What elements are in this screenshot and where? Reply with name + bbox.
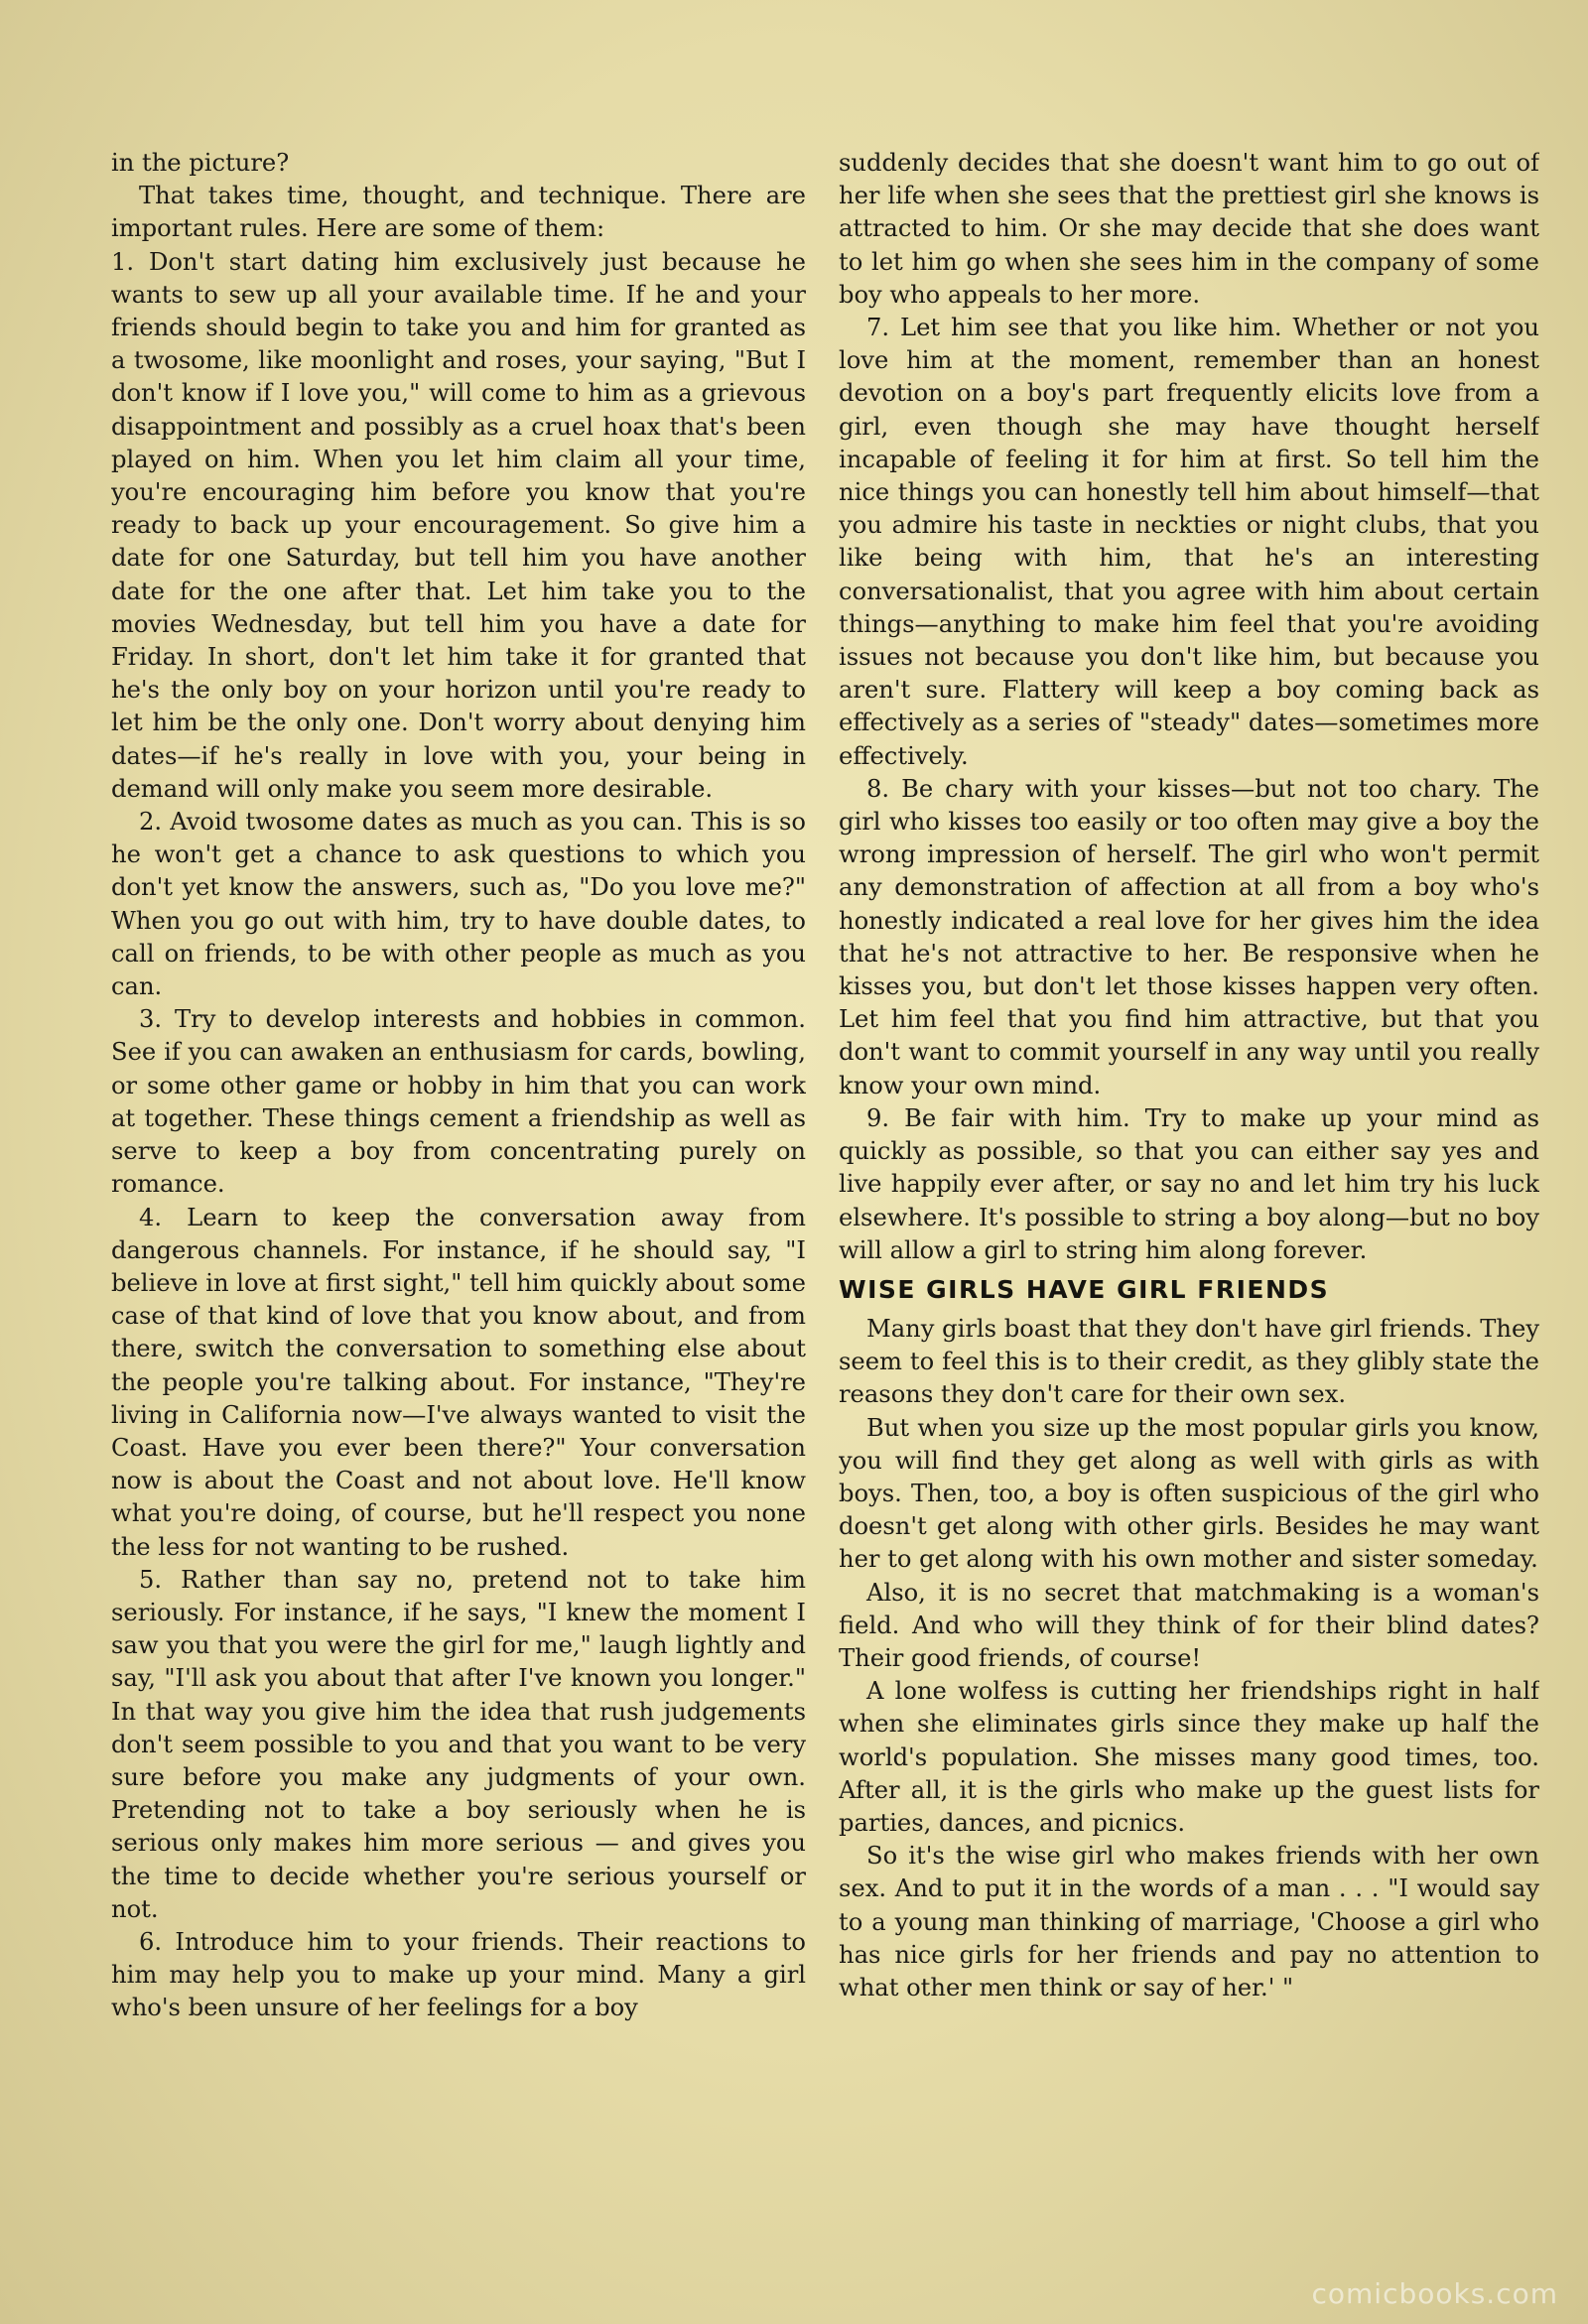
rule-8: 8. Be chary with your kisses—but not too chary. The girl who kisses too easily or too often may give a boy the wrong impression of herself. The girl who won't permit any demonstration of affection at all from a boy who's honestly indicated a real love for her gives him the idea that he's not attractive to her. Be responsive when he kisses you, but don't let those kisses happen very often. Let him feel that you find him attractive, but that you don't want to commit yourself in any way until you really know your own mind. [839,774,1539,1099]
rule-1: 1. Don't start dating him exclusively just because he wants to sew up all your available time. If he and your friends should begin to take you and him for granted as a twosome, like moonlight and roses, your saying, "But I don't know if I love you," will come to him as a grievous disappointment and possibly as a cruel hoax that's been played on him. When you let him claim all your time, you're encouraging him before you know that you're ready to back up your encouragement. So give him a date for one Saturday, but tell him you have another date for the one after that. Let him take you to the movies Wednesday, but tell him you have a date for Friday. In short, don't let him take it for granted that he's the only boy on your horizon until you're ready to let him be the only one. Don't worry about denying him dates—if he's really in love with you, your being in demand will only make you seem more desirable. [111,247,806,803]
section-heading: WISE GIRLS HAVE GIRL FRIENDS [839,1274,1330,1304]
paragraph: Many girls boast that they don't have girl friends. They seem to feel this is to their credit, as they glibly state the reasons they don't care for their own sex. [839,1314,1539,1409]
paragraph: Also, it is no secret that matchmaking is a woman's field. And who will they think of for their blind dates? Their good friends, of course! [839,1578,1539,1672]
paragraph: So it's the wise girl who makes friends with her own sex. And to put it in the words of a man . . . "I would say to a young man thinking of marriage, 'Choose a girl who has nice girls for her friends and pay no attention to what other men think or say of her.' " [839,1842,1539,2001]
rule-4: 4. Learn to keep the conversation away from dangerous channels. For instance, if he should say, "I believe in love at first sight," tell him quickly about some case of that kind of love that you know about, and from there, switch the conversation to something else about the people you're talking about. For instance, "They're living in California now—I've always wanted to visit the Coast. Have you ever been there?" Your conversation now is about the Coast and not about love. He'll know what you're doing, of course, but he'll respect you none the less for not wanting to be rushed. [111,1203,806,1561]
rule-7: 7. Let him see that you like him. Whether or not you love him at the moment, remember than an honest devotion on a boy's part frequently elicits love from a girl, even though she may have thought herself incapable of feeling it for him at first. So tell him the nice things you can honestly tell him about himself—that you admire his taste in neckties or night clubs, that you like being with him, that he's an interesting conversationalist, that you agree with him about certain things—anything to make him feel that you're avoiding issues not because you don't like him, but because you aren't sure. Flattery will keep a boy coming back as effectively as a series of "steady" dates—sometimes more effectively. [839,314,1539,770]
rule-5: 5. Rather than say no, pretend not to take him seriously. For instance, if he says, "I knew the moment I saw you that you were the girl for me," laugh lightly and say, "I'll ask you about that after I've known you longer." In that way you give him the idea that rush judgements don't seem possible to you and that you want to be very sure before you make any judgments of your own. Pretending not to take a boy seriously when he is serious only makes him more serious — and gives you the time to decide whether you're serious yourself or not. [111,1565,806,1923]
paragraph: But when you size up the most popular girls you know, you will find they get along as well with girls as with boys. Then, too, a boy is often suspicious of the girl who doesn't get along with other girls. Besides he may want her to get along with his own mother and sister someday. [839,1413,1539,1574]
rule-9: 9. Be fair with him. Try to make up your mind as quickly as possible, so that you can either say yes and live happily ever after, or say no and let him try his luck elsewhere. It's possible to string a boy along—but no boy will allow a girl to string him along forever. [839,1103,1539,1264]
paragraph: That takes time, thought, and technique. There are important rules. Here are some of them: [111,182,806,243]
left-column [111,147,806,2280]
paragraph: suddenly decides that she doesn't want him to go out of her life when she sees that the prettiest girl she knows is attracted to him. Or she may decide that she does want to let him go when she sees him in the company of some boy who appeals to her more. [839,149,1539,309]
paragraph: A lone wolfess is cutting her friendships right in half when she eliminates girls since they make up half the world's population. She misses many good times, too. After all, it is the girls who make up the guest lists for parties, dances, and picnics. [839,1677,1539,1837]
rule-2: 2. Avoid twosome dates as much as you can. This is so he won't get a chance to ask questions to which you don't yet know the answers, such as, "Do you love me?" When you go out with him, try to have double dates, to call on friends, to be with other people as much as you can. [111,808,806,1001]
rule-3: 3. Try to develop interests and hobbies in common. See if you can awaken an enthusiasm for cards, bowling, or some other game or hobby in him that you can work at together. These things cement a friendship as well as serve to keep a boy from concentrating purely on romance. [111,1005,806,1199]
site-watermark: comicbooks.com [1311,2277,1558,2310]
paragraph: in the picture? [111,149,290,177]
right-column [839,147,1539,2280]
rule-6: 6. Introduce him to your friends. Their reactions to him may help you to make up your mind. Many a girl who's been unsure of her feelings for a boy [111,1927,806,2022]
